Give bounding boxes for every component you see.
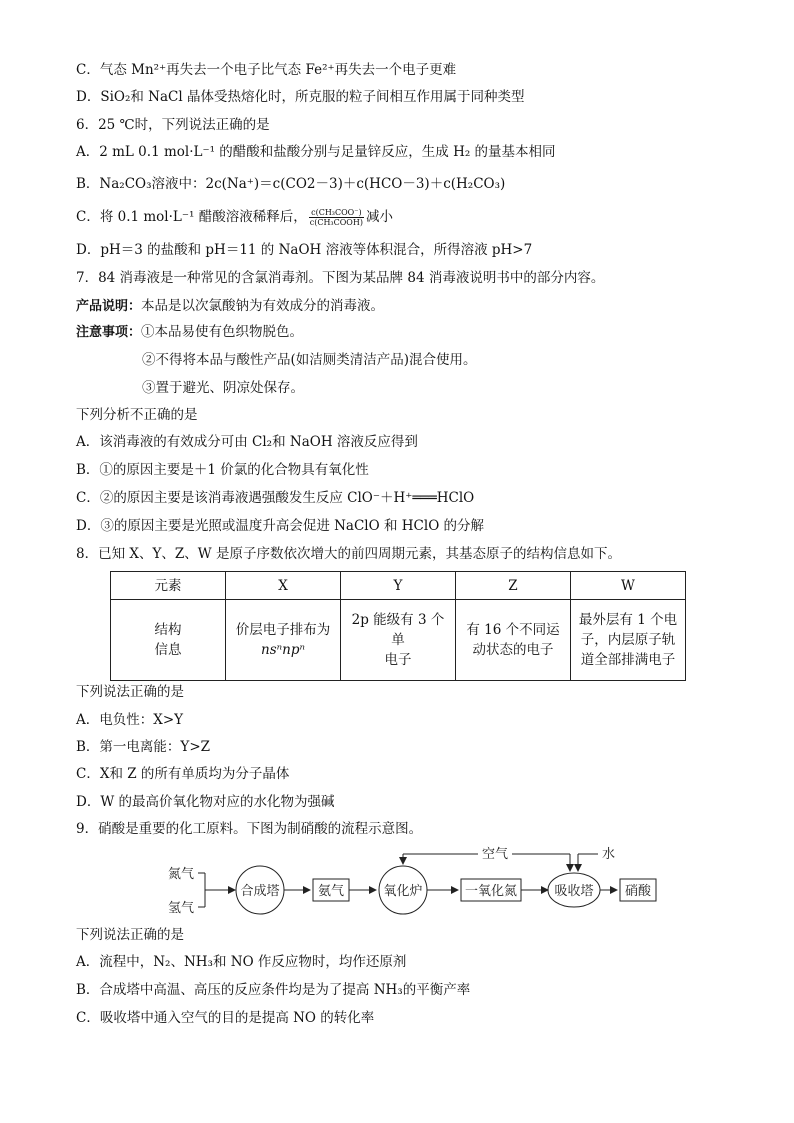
fraction-numerator: c(CH₃COO⁻) (309, 208, 364, 218)
oxidation-furnace-label: 氧化炉 (383, 884, 423, 899)
water-label: 水 (602, 847, 616, 862)
notes-label: 注意事项： (76, 325, 142, 340)
cell-x (226, 600, 341, 681)
q7-option-d: D．③的原因主要是光照或温度升高会促进 NaClO 和 HClO 的分解 (76, 518, 485, 534)
note-1: ①本品易使有色织物脱色。 (141, 324, 304, 340)
row-label-line: 信息 (154, 642, 182, 658)
q7-option-a: A．该消毒液的有效成分可由 Cl₂和 NaOH 溶液反应得到 (76, 434, 418, 450)
q5-option-d: D．SiO₂和 NaCl 晶体受热熔化时，所克服的粒子间相互作用属于同种类型 (76, 89, 525, 105)
q8-option-a: A．电负性：X>Y (76, 712, 184, 728)
q7-product-description (76, 296, 384, 317)
q7-stem: 7．84 消毒液是一种常见的含氯消毒剂。下图为某品牌 84 消毒液说明书中的部分内容。 (76, 270, 605, 286)
cell-line: 电子 (384, 652, 412, 668)
header-y: Y (341, 572, 456, 600)
ammonia-label: 氨气 (317, 884, 345, 899)
product-text: 本品是以次氯酸钠为有效成分的消毒液。 (141, 298, 385, 314)
cell-line: 动状态的电子 (472, 642, 554, 658)
cell-z (456, 600, 571, 681)
header-element: 元素 (111, 572, 226, 600)
fraction-denominator: c(CH₃COOH) (309, 218, 363, 227)
air-label: 空气 (482, 847, 509, 862)
row-label-line: 结构 (154, 622, 182, 638)
cell-y (341, 600, 456, 681)
element-info-table (110, 571, 686, 681)
cell-line: 有 16 个不同运 (466, 622, 560, 638)
q7-ask: 下列分析不正确的是 (76, 407, 198, 423)
q7-option-c: C．②的原因主要是该消毒液遇强酸发生反应 ClO⁻＋H⁺═══HClO (76, 490, 475, 506)
table-row (111, 600, 686, 681)
product-label: 产品说明： (76, 299, 142, 314)
cell-line: 2p 能级有 3 个单 (351, 612, 445, 648)
cell-w (571, 600, 686, 681)
q8-stem: 8．已知 X、Y、Z、W 是原子序数依次增大的前四周期元素，其基态原子的结构信息如下。 (76, 546, 621, 562)
q9-stem: 9．硝酸是重要的化工原料。下图为制硝酸的流程示意图。 (76, 821, 423, 837)
header-w: W (571, 572, 686, 600)
absorption-tower-label: 吸收塔 (554, 884, 594, 899)
q8-option-c: C．X和 Z 的所有单质均为分子晶体 (76, 766, 290, 782)
q6-option-c-tail: 减小 (365, 209, 393, 225)
fraction (309, 208, 364, 227)
input-nitrogen: 氮气 (168, 867, 195, 882)
q6-option-c (76, 207, 393, 227)
row-label (111, 600, 226, 681)
cell-line: 价层电子排布为 (235, 622, 331, 638)
q7-option-b: B．①的原因主要是＋1 价氯的化合物具有氧化性 (76, 462, 369, 478)
nitric-acid-label: 硝酸 (624, 884, 652, 899)
q9-option-c: C．吸收塔中通入空气的目的是提高 NO 的转化率 (76, 1010, 375, 1026)
q8-option-d: D．W 的最高价氧化物对应的水化物为强碱 (76, 794, 335, 810)
synthesis-tower-label: 合成塔 (240, 884, 280, 899)
q5-option-c: C．气态 Mn²⁺再失去一个电子比气态 Fe²⁺再失去一个电子更难 (76, 62, 457, 78)
table-header-row (111, 572, 686, 600)
cell-line: 子，内层原子轨 (580, 632, 676, 648)
nitric-oxide-label: 一氧化氮 (464, 884, 518, 899)
q8-ask: 下列说法正确的是 (76, 684, 184, 700)
nitric-acid-flow-diagram (160, 842, 660, 922)
note-2: ②不得将本品与酸性产品(如洁厕类清洁产品)混合使用。 (142, 352, 477, 368)
note-3: ③置于避光、阴凉处保存。 (142, 380, 304, 396)
q9-option-b: B．合成塔中高温、高压的反应条件均是为了提高 NH₃的平衡产率 (76, 982, 471, 998)
q6-option-a: A．2 mL 0.1 mol·L⁻¹ 的醋酸和盐酸分别与足量锌反应，生成 H₂ 的量基本相同 (76, 144, 556, 160)
q8-option-b: B．第一电离能：Y>Z (76, 739, 211, 755)
header-x: X (226, 572, 341, 600)
q6-option-d: D．pH＝3 的盐酸和 pH＝11 的 NaOH 溶液等体积混合，所得溶液 pH>7 (76, 242, 533, 258)
q6-option-b: B．Na₂CO₃溶液中：2c(Na⁺)＝c(CO2－3)＋c(HCO－3)＋c(H₂CO₃) (76, 176, 506, 192)
input-hydrogen: 氢气 (168, 901, 195, 916)
q6-stem: 6．25 ℃时，下列说法正确的是 (76, 117, 270, 133)
q6-option-c-text: C．将 0.1 mol·L⁻¹ 醋酸溶液稀释后， (76, 209, 307, 225)
cell-line: nsⁿnpⁿ (261, 642, 305, 658)
cell-line: 道全部排满电子 (580, 652, 676, 668)
header-z: Z (456, 572, 571, 600)
q7-notes-row (76, 322, 303, 343)
q9-ask: 下列说法正确的是 (76, 927, 184, 943)
cell-line: 最外层有 1 个电 (578, 612, 678, 628)
q9-option-a: A．流程中，N₂、NH₃和 NO 作反应物时，均作还原剂 (76, 954, 407, 970)
